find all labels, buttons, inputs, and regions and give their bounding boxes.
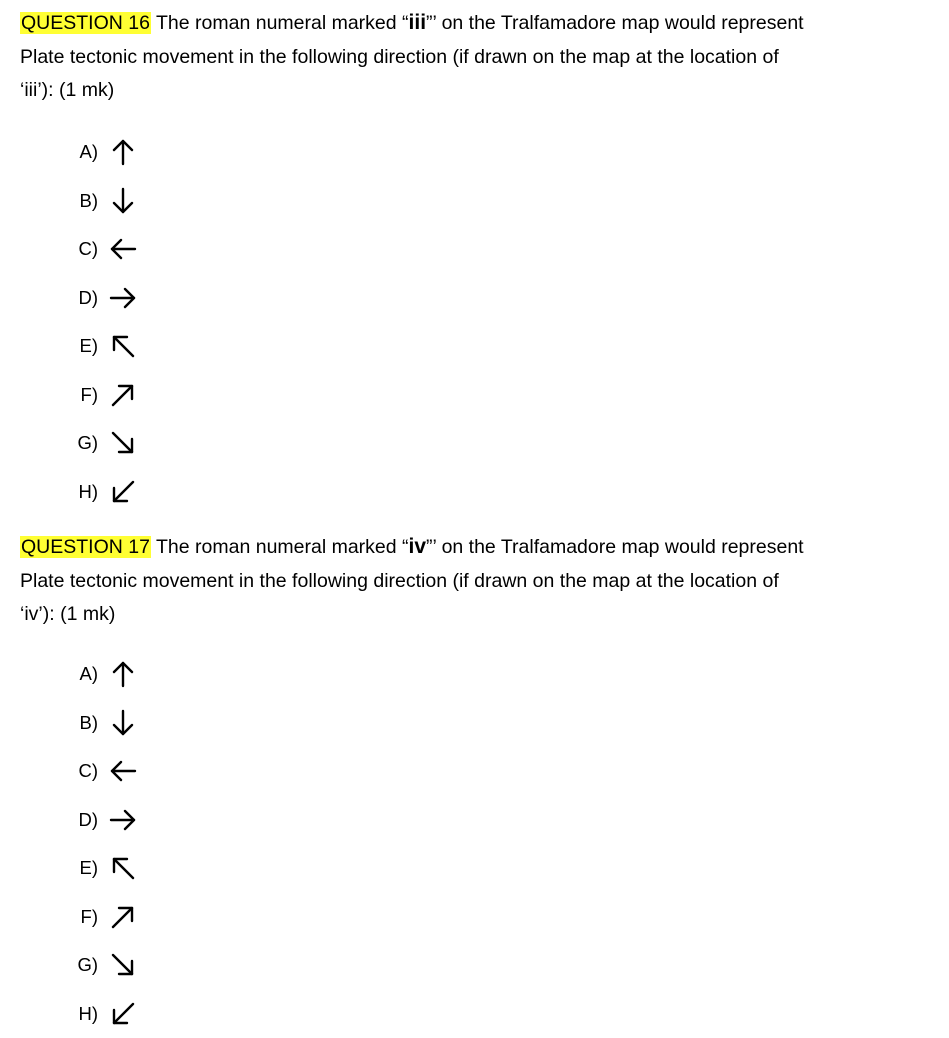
- question-16-text-after: ”’ on the Tralfamadore map would represent: [426, 12, 804, 34]
- option-letter: B): [62, 190, 98, 212]
- arrow-up-right-icon: [108, 902, 138, 932]
- question-17-line3: ‘iv’): (1 mk): [20, 603, 115, 625]
- question-17-line2: Plate tectonic movement in the following direction (if drawn on the map at the location of: [20, 570, 779, 592]
- question-17-text-before: The roman numeral marked “: [151, 536, 409, 558]
- arrow-down-right-icon: [108, 950, 138, 980]
- arrow-left-icon: [108, 756, 138, 786]
- arrow-up-left-icon: [108, 853, 138, 883]
- question-17: [20, 530, 920, 632]
- option-item[interactable]: [62, 650, 138, 699]
- arrow-right-icon: [108, 805, 138, 835]
- option-letter: C): [62, 238, 98, 260]
- question-17-text-after: ”’ on the Tralfamadore map would represent: [426, 536, 804, 558]
- option-item[interactable]: [62, 941, 138, 990]
- option-letter: G): [62, 954, 98, 976]
- question-16-label: QUESTION 16: [20, 12, 151, 34]
- option-letter: F): [62, 906, 98, 928]
- arrow-up-icon: [108, 137, 138, 167]
- question-16-line3: ‘iii’): (1 mk): [20, 79, 114, 101]
- arrow-down-left-icon: [108, 999, 138, 1029]
- option-item[interactable]: [62, 274, 138, 323]
- option-letter: E): [62, 857, 98, 879]
- option-item[interactable]: [62, 371, 138, 420]
- arrow-up-left-icon: [108, 331, 138, 361]
- option-letter: A): [62, 663, 98, 685]
- question-16-text: [20, 6, 920, 108]
- question-16-options: [62, 128, 138, 516]
- option-item[interactable]: [62, 990, 138, 1038]
- option-item[interactable]: [62, 468, 138, 517]
- option-letter: E): [62, 335, 98, 357]
- option-letter: C): [62, 760, 98, 782]
- option-item[interactable]: [62, 796, 138, 845]
- question-17-options: [62, 650, 138, 1038]
- option-letter: B): [62, 712, 98, 734]
- option-letter: D): [62, 287, 98, 309]
- question-16: [20, 6, 920, 108]
- question-16-numeral: iii: [409, 11, 427, 34]
- option-letter: A): [62, 141, 98, 163]
- arrow-down-left-icon: [108, 477, 138, 507]
- option-item[interactable]: [62, 225, 138, 274]
- question-17-label: QUESTION 17: [20, 536, 151, 558]
- arrow-down-icon: [108, 708, 138, 738]
- arrow-down-icon: [108, 186, 138, 216]
- question-16-text-before: The roman numeral marked “: [151, 12, 409, 34]
- option-item[interactable]: [62, 419, 138, 468]
- arrow-left-icon: [108, 234, 138, 264]
- question-17-text: [20, 530, 920, 632]
- option-item[interactable]: [62, 128, 138, 177]
- option-item[interactable]: [62, 844, 138, 893]
- option-letter: F): [62, 384, 98, 406]
- arrow-up-icon: [108, 659, 138, 689]
- question-17-numeral: iv: [409, 535, 427, 558]
- option-item[interactable]: [62, 322, 138, 371]
- option-letter: G): [62, 432, 98, 454]
- option-item[interactable]: [62, 177, 138, 226]
- option-item[interactable]: [62, 747, 138, 796]
- arrow-down-right-icon: [108, 428, 138, 458]
- option-item[interactable]: [62, 893, 138, 942]
- arrow-right-icon: [108, 283, 138, 313]
- option-item[interactable]: [62, 699, 138, 748]
- option-letter: H): [62, 481, 98, 503]
- question-16-line2: Plate tectonic movement in the following direction (if drawn on the map at the location of: [20, 46, 779, 68]
- option-letter: H): [62, 1003, 98, 1025]
- option-letter: D): [62, 809, 98, 831]
- arrow-up-right-icon: [108, 380, 138, 410]
